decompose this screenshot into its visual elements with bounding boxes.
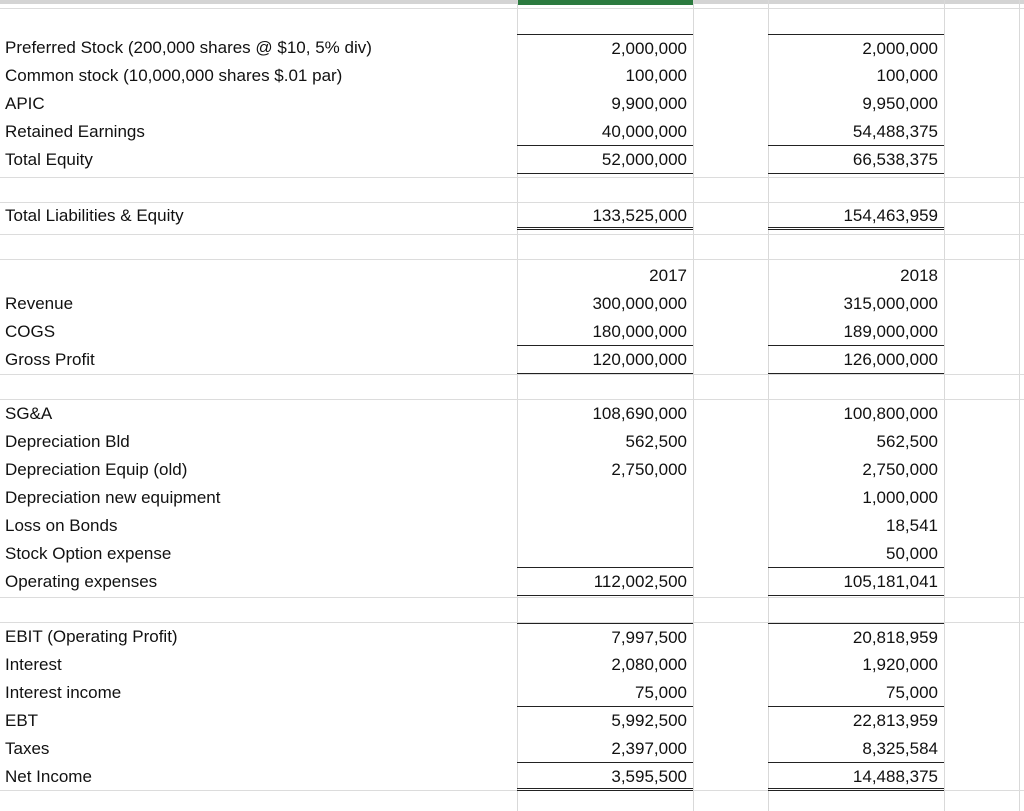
cell-2018-interest-income[interactable]: 75,000 [768, 679, 944, 707]
cell-2017-total-equity[interactable]: 52,000,000 [517, 146, 693, 174]
row-divider [0, 177, 1024, 178]
cell-2017-taxes[interactable]: 2,397,000 [517, 735, 693, 763]
row-label-ebit[interactable]: EBIT (Operating Profit) [5, 627, 178, 646]
row-label-revenue[interactable]: Revenue [5, 294, 74, 313]
cell-2018-retained-earnings[interactable]: 54,488,375 [768, 118, 944, 146]
cell-2018-total-equity[interactable]: 66,538,375 [768, 146, 944, 174]
row-label-depreciation-equip-old[interactable]: Depreciation Equip (old) [5, 460, 188, 479]
cell-2018-common-stock[interactable]: 100,000 [876, 66, 938, 85]
cell-2018-interest[interactable]: 1,920,000 [862, 655, 938, 674]
cell-2018-depreciation-bld[interactable]: 562,500 [876, 432, 938, 451]
cell-2018-stock-option-expense[interactable]: 50,000 [768, 540, 944, 568]
cell-2017-ebt[interactable]: 5,992,500 [611, 711, 687, 730]
grid-top-border [0, 0, 1024, 4]
column-divider [693, 0, 694, 811]
cell-2018-depreciation-new-equipment[interactable]: 1,000,000 [862, 488, 938, 507]
cell-2017-gross-profit[interactable]: 120,000,000 [517, 346, 693, 374]
row-divider [0, 374, 1024, 375]
cell-2017-depreciation-bld[interactable]: 562,500 [625, 432, 687, 451]
cell-2018-loss-on-bonds[interactable]: 18,541 [886, 516, 938, 535]
row-divider [0, 234, 1024, 235]
cell-2017-depreciation-equip-old[interactable]: 2,750,000 [611, 460, 687, 479]
cell-2017-retained-earnings[interactable]: 40,000,000 [517, 118, 693, 146]
row-label-gross-profit[interactable]: Gross Profit [5, 350, 95, 369]
cell-2017-revenue[interactable]: 300,000,000 [592, 294, 687, 313]
cell-2017-operating-expenses[interactable]: 112,002,500 [517, 568, 693, 596]
row-label-interest[interactable]: Interest [5, 655, 62, 674]
row-label-common-stock[interactable]: Common stock (10,000,000 shares $.01 par) [5, 66, 343, 85]
row-label-total-equity[interactable]: Total Equity [5, 150, 93, 169]
year-header-2017[interactable]: 2017 [649, 266, 687, 285]
year-header-2018[interactable]: 2018 [900, 266, 938, 285]
cell-2018-operating-expenses[interactable]: 105,181,041 [768, 568, 944, 596]
cell-2017-preferred-stock[interactable]: 2,000,000 [517, 34, 693, 62]
cell-2017-apic[interactable]: 9,900,000 [611, 94, 687, 113]
cell-2018-taxes[interactable]: 8,325,584 [768, 735, 944, 763]
row-label-depreciation-bld[interactable]: Depreciation Bld [5, 432, 130, 451]
row-label-sga[interactable]: SG&A [5, 404, 53, 423]
row-label-net-income[interactable]: Net Income [5, 767, 92, 786]
cell-2018-depreciation-equip-old[interactable]: 2,750,000 [862, 460, 938, 479]
row-label-total-liabilities-equity[interactable]: Total Liabilities & Equity [5, 206, 184, 225]
cell-2018-gross-profit[interactable]: 126,000,000 [768, 346, 944, 374]
row-label-cogs[interactable]: COGS [5, 322, 56, 341]
row-label-operating-expenses[interactable]: Operating expenses [5, 572, 158, 591]
row-divider [0, 8, 1024, 9]
row-divider [0, 259, 1024, 260]
selected-column-indicator [517, 0, 693, 5]
row-label-preferred-stock[interactable]: Preferred Stock (200,000 shares @ $10, 5% div) [5, 38, 372, 57]
cell-2018-ebt[interactable]: 22,813,959 [852, 711, 938, 730]
column-divider [944, 0, 945, 811]
cell-2018-preferred-stock[interactable]: 2,000,000 [768, 34, 944, 62]
cell-2017-ebit[interactable]: 7,997,500 [517, 623, 693, 651]
cell-2018-total-liabilities-equity[interactable]: 154,463,959 [768, 202, 944, 230]
row-label-loss-on-bonds[interactable]: Loss on Bonds [5, 516, 118, 535]
cell-2018-net-income[interactable]: 14,488,375 [768, 763, 944, 791]
cell-2018-sga[interactable]: 100,800,000 [843, 404, 938, 423]
row-label-taxes[interactable]: Taxes [5, 739, 50, 758]
cell-2017-net-income[interactable]: 3,595,500 [517, 763, 693, 791]
cell-2017-sga[interactable]: 108,690,000 [592, 404, 687, 423]
cell-2018-apic[interactable]: 9,950,000 [862, 94, 938, 113]
row-label-retained-earnings[interactable]: Retained Earnings [5, 122, 145, 141]
cell-2017-stock-option-expense[interactable] [517, 540, 693, 568]
row-label-interest-income[interactable]: Interest income [5, 683, 122, 702]
cell-2017-common-stock[interactable]: 100,000 [625, 66, 687, 85]
row-label-apic[interactable]: APIC [5, 94, 45, 113]
cell-2017-loss-on-bonds[interactable] [517, 512, 693, 540]
row-label-ebt[interactable]: EBT [5, 711, 39, 730]
row-divider [0, 597, 1024, 598]
cell-2017-total-liabilities-equity[interactable]: 133,525,000 [517, 202, 693, 230]
column-divider [1019, 0, 1020, 811]
cell-2017-interest[interactable]: 2,080,000 [611, 655, 687, 674]
cell-2017-cogs[interactable]: 180,000,000 [517, 318, 693, 346]
row-label-stock-option-expense[interactable]: Stock Option expense [5, 544, 172, 563]
cell-2018-cogs[interactable]: 189,000,000 [768, 318, 944, 346]
row-label-depreciation-new-equipment[interactable]: Depreciation new equipment [5, 488, 221, 507]
cell-2017-interest-income[interactable]: 75,000 [517, 679, 693, 707]
cell-2018-ebit[interactable]: 20,818,959 [768, 623, 944, 651]
cell-2017-depreciation-new-equipment[interactable] [517, 484, 693, 512]
cell-2018-revenue[interactable]: 315,000,000 [843, 294, 938, 313]
